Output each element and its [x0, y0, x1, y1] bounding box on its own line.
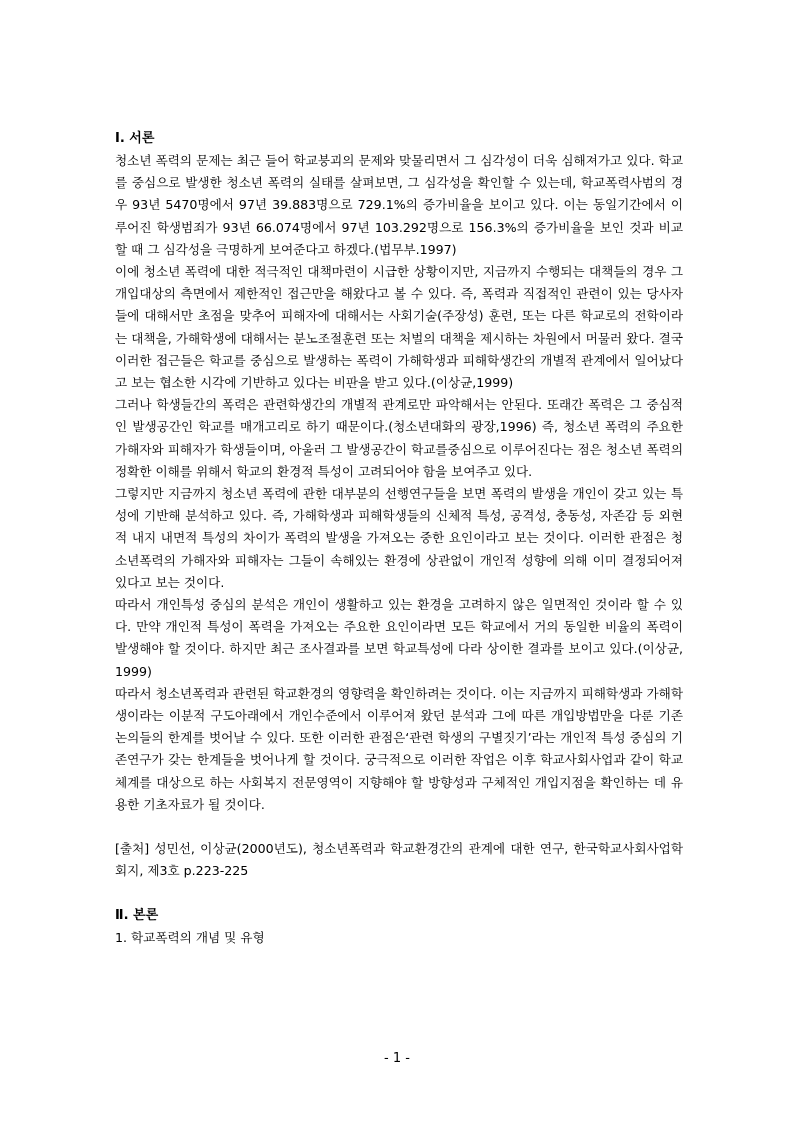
- section-2-title: Ⅱ. 본론: [115, 907, 159, 923]
- subsection-heading: 1. 학교폭력의 개념 및 유형: [115, 929, 265, 945]
- spacer: [115, 816, 683, 838]
- paragraph-1: 청소년 폭력의 문제는 최근 들어 학교붕괴의 문제와 맞물리면서 그 심각성이 더욱 심해져가고 있다. 학교를 중심으로 발생한 청소년 폭력의 실태를 살펴보면, 그 심각성을 확인할 수 있는데, 학교폭력사범의 경우 93년 5470명에서 97년 39.883명으로 729.1%의 증가비율을 보이고 있다. 이는 동일기간에서 이루어진 학생범죄가 93년 66.074명에서 97년 103.292명으로 156.3%의 증가비율을 보인 것과 비교할 때 그 심각성을 극명하게 보여준다고 하겠다.(법무부.1997): [115, 153, 683, 257]
- section-1-title: Ⅰ. 서론: [115, 131, 155, 146]
- spacer: [115, 883, 683, 905]
- source-citation: [출처] 성민선, 이상균(2000년도), 청소년폭력과 학교환경간의 관계에 대한 연구, 한국학교사회사업학회지, 제3호 p.223-225: [115, 841, 683, 879]
- paragraph-6: 따라서 청소년폭력과 관련된 학교환경의 영향력을 확인하려는 것이다. 이는 지금까지 피해학생과 가해학생이라는 이분적 구도아래에서 개인수준에서 이루어져 왔던 분석과 그에 따른 개입방법만을 다룬 기존 논의들의 한계를 벗어날 수 있다. 또한 이러한 관점은‘관련 학생의 구별짓기’라는 개인적 특성 중심의 기존연구가 갖는 한계들을 벗어나게 할 것이다. 궁극적으로 이러한 작업은 이후 학교사회사업과 같이 학교체계를 대상으로 하는 사회복지 전문영역이 지향해야 할 방향성과 구체적인 개입지점을 확인하는 데 유용한 기초자료가 될 것이다.: [115, 685, 683, 812]
- document-body: [115, 128, 683, 949]
- paragraph-2: 이에 청소년 폭력에 대한 적극적인 대책마련이 시급한 상황이지만, 지금까지 수행되는 대책들의 경우 그 개입대상의 측면에서 제한적인 접근만을 해왔다고 볼 수 있다. 즉, 폭력과 직접적인 관련이 있는 당사자들에 대해서만 초점을 맞추어 피해자에 대해서는 사회기술(주장성) 훈련, 또는 다른 학교로의 전학이라는 대책을, 가해학생에 대해서는 분노조절훈련 또는 처벌의 대책을 제시하는 차원에서 머물러 왔다. 결국 이러한 접근들은 학교를 중심으로 발생하는 폭력이 가해학생과 피해학생간의 개별적 관계에서 일어났다고 보는 협소한 시각에 기반하고 있다는 비판을 받고 있다.(이상균,1999): [115, 264, 683, 391]
- paragraph-4: 그렇지만 지금까지 청소년 폭력에 관한 대부분의 선행연구들을 보면 폭력의 발생을 개인이 갖고 있는 특성에 기반해 분석하고 있다. 즉, 가해학생과 피해학생들의 신체적 특성, 공격성, 충동성, 자존감 등 외현적 내지 내면적 특성의 차이가 폭력의 발생을 가져오는 중한 요인이라고 보는 것이다. 이러한 관점은 청소년폭력의 가해자와 피해자는 그들이 속해있는 환경에 상관없이 개인적 성향에 의해 이미 결정되어져 있다고 보는 것이다.: [115, 486, 683, 590]
- page-number: - 1 -: [384, 1051, 410, 1066]
- paragraph-5: 따라서 개인특성 중심의 분석은 개인이 생활하고 있는 환경을 고려하지 않은 일면적인 것이라 할 수 있다. 만약 개인적 특성이 폭력을 가져오는 주요한 요인이라면 모든 학교에서 거의 동일한 비율의 폭력이 발생해야 할 것이다. 하지만 최근 조사결과를 보면 학교특성에 다라 상이한 결과를 보이고 있다.(이상균,1999): [115, 597, 683, 679]
- paragraph-3: 그러나 학생들간의 폭력은 관련학생간의 개별적 관계로만 파악해서는 안된다. 또래간 폭력은 그 중심적인 발생공간인 학교를 매개고리로 하기 때문이다.(청소년대화의 광장,1996) 즉, 청소년 폭력의 주요한 가해자와 피해자가 학생들이며, 아울러 그 발생공간이 학교를중심으로 이루어진다는 점은 청소년 폭력의 정확한 이해를 위해서 학교의 환경적 특성이 고려되어야 함을 보여주고 있다.: [115, 397, 683, 479]
